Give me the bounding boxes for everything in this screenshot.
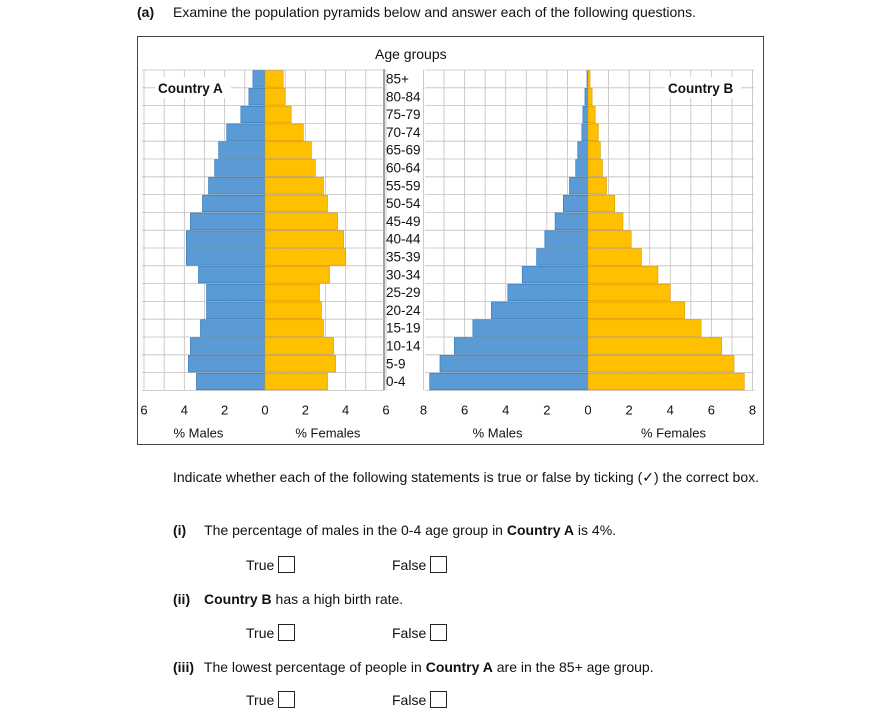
male-bar — [555, 213, 588, 230]
female-bar — [588, 213, 623, 230]
female-bar — [265, 338, 334, 355]
male-bar — [215, 160, 265, 177]
chart-frame — [137, 36, 764, 445]
male-bar — [582, 124, 588, 141]
male-bar — [209, 177, 265, 194]
statement-1-number: (i) — [173, 522, 187, 538]
male-bar — [227, 124, 265, 141]
female-bar — [265, 88, 285, 105]
statement-2-bold: Country B — [204, 591, 272, 607]
female-bar — [265, 302, 321, 319]
pyramid-country-a — [140, 70, 389, 440]
male-bar — [583, 106, 588, 123]
male-bar — [545, 231, 588, 248]
statement-2-number: (ii) — [173, 591, 191, 607]
female-bar — [588, 266, 658, 283]
male-bar — [430, 373, 588, 390]
female-bar — [588, 88, 592, 105]
male-bar — [188, 355, 265, 372]
female-bar — [588, 338, 722, 355]
age-group-label: 25-29 — [386, 285, 421, 301]
statement-2-true-checkbox[interactable] — [278, 624, 295, 641]
male-bar — [578, 142, 588, 159]
male-bar — [508, 284, 588, 301]
male-bar — [190, 213, 265, 230]
female-bar — [588, 160, 602, 177]
female-bar — [588, 249, 641, 266]
x-axis-label-males: % Males — [173, 425, 224, 441]
female-bar — [265, 355, 336, 372]
female-bar — [265, 71, 283, 88]
statement-3-true-checkbox[interactable] — [278, 691, 295, 708]
x-axis-label-males: % Males — [472, 425, 523, 441]
female-bar — [265, 213, 338, 230]
age-group-label: 70-74 — [386, 124, 421, 140]
x-axis-label-females: % Females — [641, 425, 707, 441]
male-bar — [569, 177, 588, 194]
x-tick-label: 8 — [419, 402, 428, 418]
male-bar — [563, 195, 588, 212]
female-bar — [588, 284, 670, 301]
statement-1-post: is 4%. — [574, 522, 617, 538]
age-group-label: 20-24 — [386, 302, 421, 318]
age-group-label: 80-84 — [386, 89, 421, 105]
female-bar — [588, 124, 598, 141]
statement-1-true-checkbox[interactable] — [278, 556, 295, 573]
age-group-label: 35-39 — [386, 249, 421, 265]
age-group-label: 5-9 — [386, 356, 406, 372]
statement-1-bold: Country A — [506, 522, 575, 538]
country-label: Country A — [158, 81, 223, 96]
female-bar — [588, 177, 607, 194]
false-label: False — [392, 691, 427, 708]
x-tick-label: 6 — [707, 402, 715, 418]
statement-1-pre: The percentage of males in the 0-4 age group in — [204, 522, 507, 538]
x-tick-label: 6 — [382, 402, 390, 418]
female-bar — [265, 249, 346, 266]
pyramid-country-b — [420, 70, 756, 440]
female-bar — [588, 106, 595, 123]
statement-3-pre: The lowest percentage of people in — [203, 659, 426, 675]
statement-2 — [173, 591, 403, 607]
age-group-label: 10-14 — [386, 338, 421, 354]
population-pyramids-chart — [138, 37, 765, 446]
female-bar — [588, 373, 744, 390]
female-bar — [588, 142, 600, 159]
age-group-label: 75-79 — [386, 107, 421, 123]
true-label: True — [246, 691, 275, 708]
false-label: False — [392, 556, 427, 573]
statement-3-true-option — [246, 691, 295, 708]
male-bar — [196, 373, 265, 390]
question-label: (a) — [137, 4, 155, 20]
age-group-label: 50-54 — [386, 196, 421, 212]
x-tick-label: 4 — [666, 402, 674, 418]
male-bar — [207, 302, 265, 319]
male-bar — [249, 88, 265, 105]
female-bar — [265, 266, 330, 283]
age-group-label: 85+ — [386, 71, 409, 87]
male-bar — [473, 320, 588, 337]
x-tick-label: 6 — [140, 402, 148, 418]
female-bar — [265, 142, 311, 159]
x-tick-label: 4 — [502, 402, 510, 418]
female-bar — [588, 355, 734, 372]
x-tick-label: 2 — [625, 402, 633, 418]
statement-1-true-option — [246, 556, 295, 573]
statement-2-false-option — [392, 624, 447, 641]
age-group-label: 45-49 — [386, 213, 421, 229]
x-tick-label: 8 — [748, 402, 757, 418]
female-bar — [265, 231, 344, 248]
x-tick-label: 2 — [543, 402, 551, 418]
male-bar — [190, 338, 265, 355]
female-bar — [265, 195, 328, 212]
x-tick-label: 0 — [584, 402, 592, 418]
male-bar — [186, 231, 265, 248]
statement-1-false-checkbox[interactable] — [430, 556, 447, 573]
male-bar — [454, 338, 588, 355]
male-bar — [576, 160, 588, 177]
instructions-text: Indicate whether each of the following statements is true or false by ticking (✓) the correct box. — [173, 469, 760, 485]
age-group-label: 15-19 — [386, 320, 421, 336]
male-bar — [440, 355, 588, 372]
male-bar — [585, 88, 588, 105]
x-axis-label-females: % Females — [295, 425, 361, 441]
statement-1 — [173, 522, 616, 538]
female-bar — [265, 284, 319, 301]
female-bar — [265, 373, 328, 390]
male-bar — [241, 106, 265, 123]
false-label: False — [392, 624, 427, 641]
statement-3-false-option — [392, 691, 447, 708]
male-bar — [491, 302, 588, 319]
x-tick-label: 0 — [261, 402, 269, 418]
statement-3-false-checkbox[interactable] — [430, 691, 447, 708]
true-label: True — [246, 624, 275, 641]
male-bar — [219, 142, 265, 159]
age-group-label: 0-4 — [386, 374, 406, 390]
male-bar — [198, 266, 265, 283]
female-bar — [588, 302, 685, 319]
male-bar — [186, 249, 265, 266]
female-bar — [265, 106, 291, 123]
female-bar — [265, 160, 315, 177]
question-text: Examine the population pyramids below and answer each of the following questions. — [173, 4, 696, 20]
age-group-label: 30-34 — [386, 267, 421, 283]
age-group-label: 40-44 — [386, 231, 421, 247]
true-label: True — [246, 556, 275, 573]
male-bar — [202, 195, 265, 212]
country-label: Country B — [668, 81, 734, 96]
male-bar — [522, 266, 588, 283]
female-bar — [265, 124, 303, 141]
male-bar — [200, 320, 265, 337]
female-bar — [265, 177, 323, 194]
x-tick-label: 2 — [301, 402, 309, 418]
female-bar — [265, 320, 323, 337]
female-bar — [588, 231, 631, 248]
statement-2-true-option — [246, 624, 295, 641]
female-bar — [588, 195, 615, 212]
statement-2-post: has a high birth rate. — [271, 591, 404, 607]
statement-3-post: are in the 85+ age group. — [492, 659, 654, 675]
statement-3 — [173, 659, 654, 675]
male-bar — [537, 249, 588, 266]
male-bar — [207, 284, 265, 301]
age-group-label: 55-59 — [386, 178, 421, 194]
x-tick-label: 6 — [461, 402, 469, 418]
statement-3-number: (iii) — [173, 659, 194, 675]
female-bar — [588, 71, 590, 88]
age-group-label: 65-69 — [386, 142, 421, 158]
chart-title: Age groups — [375, 46, 447, 62]
male-bar — [253, 71, 265, 88]
statement-3-bold: Country A — [425, 659, 493, 675]
x-tick-label: 2 — [221, 402, 229, 418]
statement-1-false-option — [392, 556, 447, 573]
age-group-label: 60-64 — [386, 160, 421, 176]
x-tick-label: 4 — [342, 402, 350, 418]
x-tick-label: 4 — [180, 402, 188, 418]
statement-2-false-checkbox[interactable] — [430, 624, 447, 641]
female-bar — [588, 320, 701, 337]
